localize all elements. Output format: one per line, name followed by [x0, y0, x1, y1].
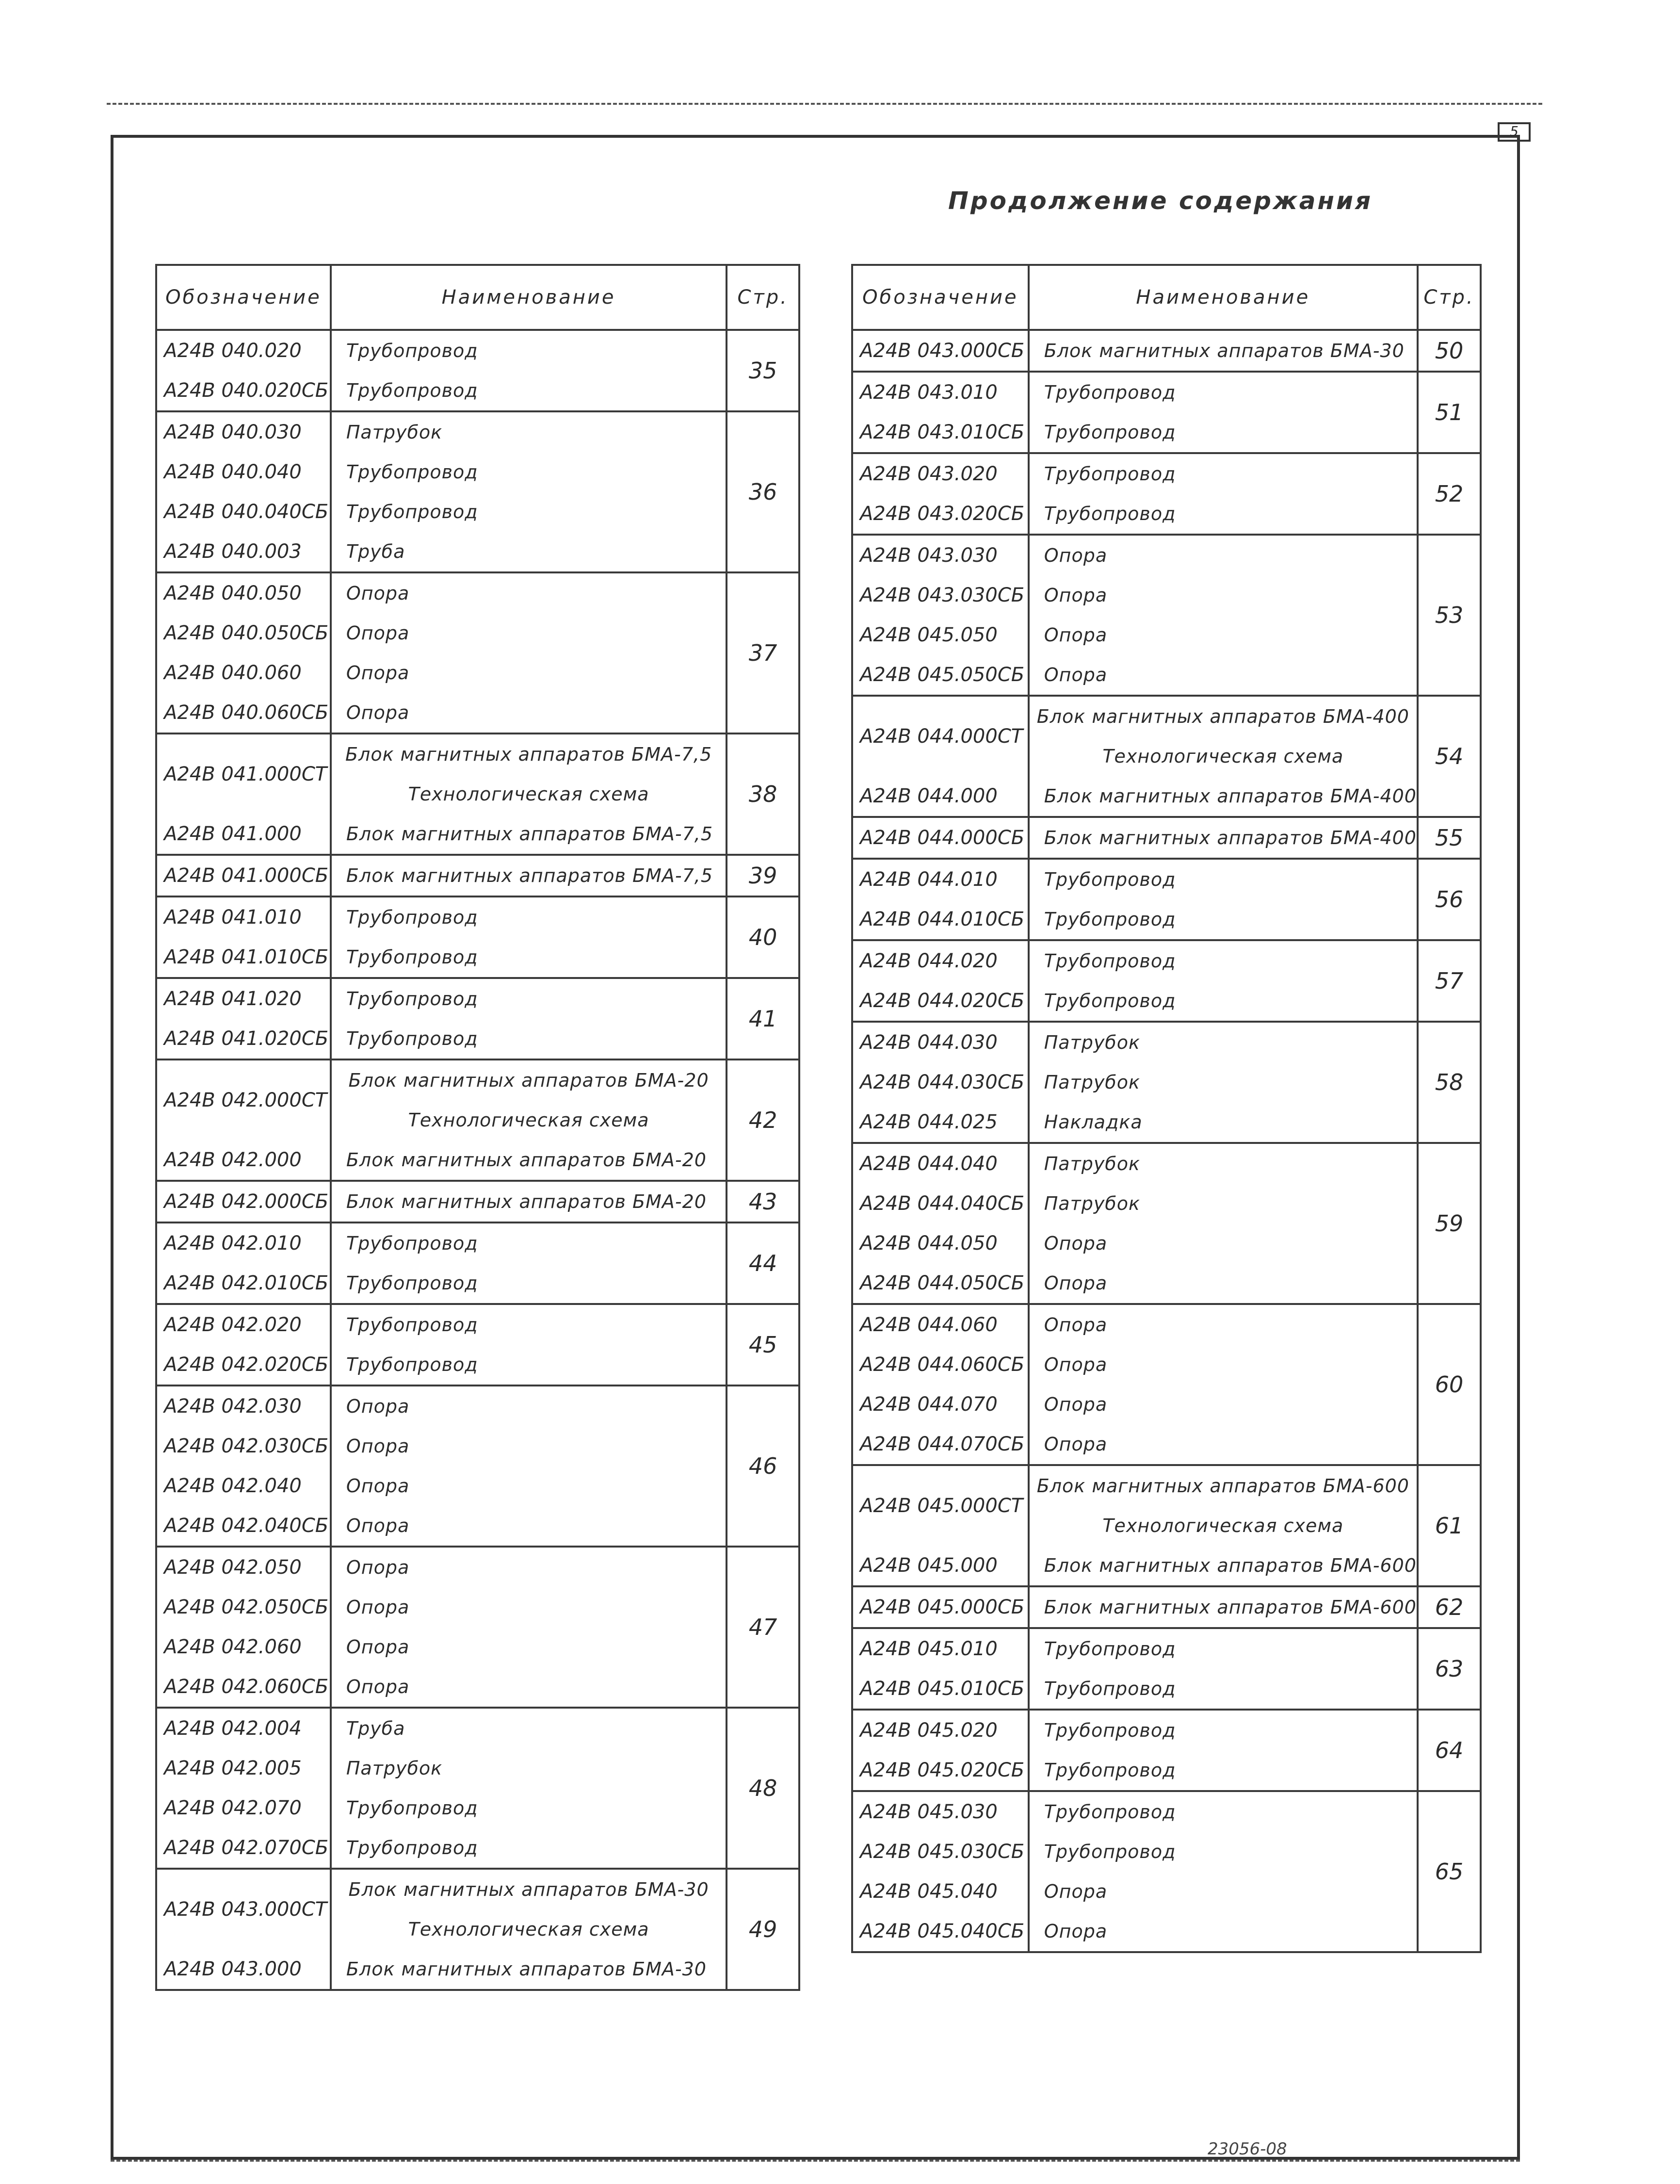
name-cell [331, 411, 727, 572]
designation-code: А24В 042.000СТ [164, 1089, 327, 1111]
item-name: Опора [1044, 664, 1108, 685]
designation-code: А24В 042.060 [164, 1636, 302, 1658]
item-name: Опора [1044, 624, 1108, 646]
table-body-right [852, 330, 1481, 1952]
designation-code: А24В 045.000СБ [860, 1596, 1025, 1618]
designation-code: А24В 042.070СБ [164, 1837, 329, 1859]
designation-code: А24В 040.040СБ [164, 501, 329, 523]
entry-group [156, 1222, 799, 1304]
entry-group [852, 859, 1481, 940]
code-cell [852, 372, 1029, 453]
page-cell: 37 [727, 572, 799, 733]
item-name: Опора [1044, 585, 1108, 606]
designation-code: А24В 044.000СТ [860, 725, 1023, 748]
name-cell [1029, 535, 1418, 696]
page-cell: 59 [1418, 1143, 1481, 1304]
item-name: Блок магнитных аппаратов БМА-7,5 [346, 823, 713, 845]
designation-code: А24В 043.000СБ [860, 340, 1025, 362]
item-name: Накладка [1044, 1111, 1143, 1133]
name-cell [1029, 1586, 1418, 1628]
code-cell [156, 411, 331, 572]
page-cell: 41 [727, 978, 799, 1059]
item-name: Блок магнитных аппаратов БМА-30 [348, 1879, 709, 1900]
column-header-code: Обозначение [156, 265, 331, 330]
item-name: Патрубок [1044, 1032, 1140, 1053]
designation-code: А24В 045.020 [860, 1719, 998, 1742]
name-cell [331, 330, 727, 411]
designation-code: А24В 044.020СБ [860, 990, 1025, 1012]
item-name: Патрубок [346, 1758, 443, 1779]
designation-code: А24В 042.010 [164, 1232, 302, 1255]
code-cell [156, 1181, 331, 1222]
name-cell [1029, 1143, 1418, 1304]
item-name: Трубопровод [346, 340, 478, 361]
name-cell [331, 978, 727, 1059]
item-name: Опора [346, 583, 410, 604]
designation-code: А24В 041.010 [164, 906, 302, 929]
code-cell [852, 940, 1029, 1022]
item-name: Опора [1044, 1354, 1108, 1375]
item-name-line2: Технологическая схема [408, 1919, 649, 1940]
code-cell [852, 859, 1029, 940]
page-cell: 62 [1418, 1586, 1481, 1628]
code-cell [852, 696, 1029, 817]
designation-code: А24В 045.030 [860, 1801, 998, 1823]
item-name: Опора [1044, 1921, 1108, 1942]
item-name: Трубопровод [1044, 463, 1176, 485]
page-cell: 53 [1418, 535, 1481, 696]
code-cell [852, 1586, 1029, 1628]
item-name: Трубопровод [346, 380, 478, 401]
page-cell: 51 [1418, 372, 1481, 453]
page-title: Продолжение содержания [948, 187, 1373, 215]
name-cell [331, 1547, 727, 1708]
item-name: Патрубок [1044, 1072, 1140, 1093]
item-name: Труба [346, 1718, 405, 1739]
designation-code: А24В 043.000 [164, 1958, 302, 1980]
item-name: Блок магнитных аппаратов БМА-400 [1044, 785, 1417, 807]
name-cell [331, 1181, 727, 1222]
designation-code: А24В 041.020СБ [164, 1027, 329, 1050]
designation-code: А24В 044.000 [860, 785, 998, 807]
code-cell [156, 1869, 331, 1990]
page-cell: 64 [1418, 1710, 1481, 1791]
entry-group [156, 330, 799, 411]
code-cell [852, 453, 1029, 535]
item-name-line2: Технологическая схема [1102, 746, 1344, 767]
item-name: Трубопровод [1044, 869, 1176, 890]
code-cell [852, 1143, 1029, 1304]
designation-code: А24В 042.020 [164, 1314, 302, 1336]
designation-code: А24В 041.000 [164, 823, 302, 845]
designation-code: А24В 044.010 [860, 868, 998, 891]
entry-group [852, 1465, 1481, 1586]
designation-code: А24В 042.030СБ [164, 1435, 329, 1457]
designation-code: А24В 042.004 [164, 1717, 302, 1740]
item-name: Трубопровод [346, 1797, 478, 1819]
item-name: Опора [1044, 1434, 1108, 1455]
item-name: Опора [346, 1597, 410, 1618]
code-cell [852, 817, 1029, 859]
item-name: Опора [346, 1676, 410, 1697]
item-name: Опора [346, 622, 410, 644]
designation-code: А24В 045.000 [860, 1554, 998, 1577]
designation-code: А24В 042.020СБ [164, 1353, 329, 1376]
entry-group [852, 1143, 1481, 1304]
item-name: Трубопровод [346, 501, 478, 522]
item-name: Блок магнитных аппаратов БМА-30 [1044, 340, 1405, 361]
name-cell [1029, 372, 1418, 453]
entry-group [852, 1710, 1481, 1791]
name-cell [331, 1385, 727, 1547]
designation-code: А24В 042.070 [164, 1797, 302, 1819]
page-cell: 38 [727, 733, 799, 855]
page-cell: 60 [1418, 1304, 1481, 1465]
code-cell [156, 733, 331, 855]
name-cell [1029, 1710, 1418, 1791]
item-name: Блок магнитных аппаратов БМА-600 [1036, 1475, 1409, 1497]
column-header-name: Наименование [331, 265, 727, 330]
name-cell [1029, 1022, 1418, 1143]
name-cell [331, 1059, 727, 1181]
entry-group [852, 453, 1481, 535]
code-cell [156, 1059, 331, 1181]
page-cell: 54 [1418, 696, 1481, 817]
designation-code: А24В 043.000СТ [164, 1898, 327, 1921]
code-cell [852, 1022, 1029, 1143]
name-cell [1029, 330, 1418, 372]
name-cell [1029, 1791, 1418, 1952]
contents-table-left [155, 264, 800, 1991]
code-cell [852, 1465, 1029, 1586]
code-cell [852, 1304, 1029, 1465]
item-name: Трубопровод [1044, 1720, 1176, 1741]
item-name: Трубопровод [346, 1837, 478, 1858]
item-name: Трубопровод [346, 1233, 478, 1254]
page-cell: 63 [1418, 1628, 1481, 1710]
designation-code: А24В 045.010 [860, 1638, 998, 1660]
footer-archive-code: 23056-08 [1208, 2139, 1287, 2159]
name-cell [1029, 817, 1418, 859]
item-name: Опора [346, 1396, 410, 1417]
designation-code: А24В 042.040 [164, 1475, 302, 1497]
designation-code: А24В 040.060 [164, 662, 302, 684]
entry-group [852, 696, 1481, 817]
entry-group [852, 1022, 1481, 1143]
item-name-line2: Технологическая схема [1102, 1515, 1344, 1536]
designation-code: А24В 044.000СБ [860, 827, 1025, 849]
name-cell [331, 1708, 727, 1869]
item-name: Блок магнитных аппаратов БМА-600 [1044, 1597, 1417, 1618]
name-cell [331, 572, 727, 733]
item-name: Блок магнитных аппаратов БМА-400 [1036, 706, 1409, 727]
item-name: Трубопровод [1044, 1801, 1176, 1823]
page-cell: 39 [727, 855, 799, 896]
item-name: Опора [1044, 1272, 1108, 1294]
designation-code: А24В 042.060СБ [164, 1676, 329, 1698]
page-cell: 46 [727, 1385, 799, 1547]
entry-group [156, 411, 799, 572]
code-cell [852, 535, 1029, 696]
item-name: Труба [346, 541, 405, 562]
designation-code: А24В 044.030 [860, 1031, 998, 1054]
designation-code: А24В 043.030СБ [860, 584, 1025, 606]
item-name: Блок магнитных аппаратов БМА-7,5 [345, 744, 712, 765]
item-name: Блок магнитных аппаратов БМА-20 [348, 1070, 709, 1091]
name-cell [1029, 859, 1418, 940]
item-name: Блок магнитных аппаратов БМА-7,5 [346, 865, 713, 886]
column-header-page: Стр. [727, 265, 799, 330]
designation-code: А24В 042.010СБ [164, 1272, 329, 1294]
designation-code: А24В 041.000СБ [164, 864, 329, 887]
contents-table-right [851, 264, 1482, 1953]
page-cell: 58 [1418, 1022, 1481, 1143]
item-name: Опора [1044, 1881, 1108, 1902]
item-name: Трубопровод [346, 988, 478, 1010]
designation-code: А24В 044.060 [860, 1314, 998, 1336]
item-name: Блок магнитных аппаратов БМА-30 [346, 1958, 707, 1980]
entry-group [156, 1304, 799, 1385]
name-cell [331, 1304, 727, 1385]
designation-code: А24В 044.040СБ [860, 1192, 1025, 1215]
designation-code: А24В 045.040СБ [860, 1920, 1025, 1942]
page-cell: 40 [727, 896, 799, 978]
name-cell [331, 1222, 727, 1304]
designation-code: А24В 044.070СБ [860, 1433, 1025, 1455]
item-name: Опора [346, 702, 410, 723]
item-name: Трубопровод [346, 1354, 478, 1375]
designation-code: А24В 042.040СБ [164, 1515, 329, 1537]
designation-code: А24В 043.010 [860, 381, 998, 404]
designation-code: А24В 042.005 [164, 1757, 302, 1779]
table-header-row [852, 265, 1481, 330]
item-name: Опора [346, 1435, 410, 1457]
page-cell: 44 [727, 1222, 799, 1304]
item-name: Трубопровод [346, 461, 478, 483]
page-cell: 42 [727, 1059, 799, 1181]
item-name: Опора [346, 1557, 410, 1578]
item-name: Трубопровод [1044, 1760, 1176, 1781]
entry-group [852, 372, 1481, 453]
page-cell: 48 [727, 1708, 799, 1869]
page-cell: 50 [1418, 330, 1481, 372]
designation-code: А24В 043.030 [860, 544, 998, 567]
item-name: Трубопровод [346, 1028, 478, 1049]
item-name: Трубопровод [346, 946, 478, 968]
item-name: Трубопровод [346, 1314, 478, 1336]
column-header-page: Стр. [1418, 265, 1481, 330]
designation-code: А24В 045.030СБ [860, 1841, 1025, 1863]
designation-code: А24В 044.070 [860, 1393, 998, 1416]
name-cell [331, 733, 727, 855]
designation-code: А24В 045.050 [860, 624, 998, 646]
name-cell [1029, 1465, 1418, 1586]
column-header-code: Обозначение [852, 265, 1029, 330]
designation-code: А24В 045.050СБ [860, 664, 1025, 686]
page-cell: 57 [1418, 940, 1481, 1022]
entry-group [852, 535, 1481, 696]
designation-code: А24В 040.060СБ [164, 701, 329, 724]
designation-code: А24В 042.000СБ [164, 1190, 329, 1213]
page-cell: 47 [727, 1547, 799, 1708]
entry-group [156, 1869, 799, 1990]
designation-code: А24В 043.010СБ [860, 421, 1025, 443]
item-name: Опора [1044, 545, 1108, 566]
name-cell [1029, 696, 1418, 817]
entry-group [852, 1628, 1481, 1710]
page-number: 5 [1498, 122, 1531, 142]
item-name: Трубопровод [1044, 950, 1176, 972]
name-cell [1029, 453, 1418, 535]
name-cell [1029, 940, 1418, 1022]
page-cell: 35 [727, 330, 799, 411]
designation-code: А24В 044.030СБ [860, 1071, 1025, 1093]
item-name: Трубопровод [346, 907, 478, 928]
entry-group [156, 733, 799, 855]
entry-group [156, 978, 799, 1059]
entry-group [156, 1547, 799, 1708]
item-name: Трубопровод [1044, 382, 1176, 403]
designation-code: А24В 040.030 [164, 421, 302, 443]
code-cell [852, 1710, 1029, 1791]
entry-group [156, 855, 799, 896]
item-name: Блок магнитных аппаратов БМА-600 [1044, 1555, 1417, 1576]
item-name: Трубопровод [1044, 1841, 1176, 1862]
designation-code: А24В 042.050 [164, 1556, 302, 1579]
entry-group [852, 1304, 1481, 1465]
name-cell [331, 896, 727, 978]
column-header-name: Наименование [1029, 265, 1418, 330]
page-cell: 45 [727, 1304, 799, 1385]
code-cell [852, 1791, 1029, 1952]
designation-code: А24В 045.040 [860, 1880, 998, 1903]
entry-group [156, 1181, 799, 1222]
code-cell [156, 330, 331, 411]
page-cell: 43 [727, 1181, 799, 1222]
designation-code: А24В 041.010СБ [164, 946, 329, 968]
code-cell [156, 1547, 331, 1708]
designation-code: А24В 044.060СБ [860, 1353, 1025, 1376]
item-name: Трубопровод [346, 1272, 478, 1294]
code-cell [156, 896, 331, 978]
entry-group [156, 896, 799, 978]
entry-group [852, 1586, 1481, 1628]
item-name: Опора [346, 1515, 410, 1536]
designation-code: А24В 040.050 [164, 582, 302, 604]
page-cell: 61 [1418, 1465, 1481, 1586]
designation-code: А24В 041.020 [164, 988, 302, 1010]
item-name: Трубопровод [1044, 422, 1176, 443]
name-cell [1029, 1304, 1418, 1465]
designation-code: А24В 044.050СБ [860, 1272, 1025, 1294]
designation-code: А24В 043.020 [860, 463, 998, 485]
designation-code: А24В 043.020СБ [860, 503, 1025, 525]
top-cut-line [107, 103, 1542, 105]
item-name: Трубопровод [1044, 1638, 1176, 1660]
page-cell: 36 [727, 411, 799, 572]
item-name: Трубопровод [1044, 1678, 1176, 1699]
item-name: Блок магнитных аппаратов БМА-20 [346, 1191, 707, 1212]
page-cell: 52 [1418, 453, 1481, 535]
entry-group [156, 1059, 799, 1181]
page-cell: 49 [727, 1869, 799, 1990]
page-cell: 56 [1418, 859, 1481, 940]
page-cell: 55 [1418, 817, 1481, 859]
item-name: Опора [1044, 1233, 1108, 1254]
designation-code: А24В 040.020СБ [164, 379, 329, 402]
entry-group [156, 1385, 799, 1547]
entry-group [852, 1791, 1481, 1952]
item-name-line2: Технологическая схема [408, 783, 649, 805]
code-cell [852, 330, 1029, 372]
item-name: Опора [1044, 1314, 1108, 1336]
designation-code: А24В 045.010СБ [860, 1678, 1025, 1700]
code-cell [852, 1628, 1029, 1710]
name-cell [331, 855, 727, 896]
designation-code: А24В 045.020СБ [860, 1759, 1025, 1781]
designation-code: А24В 044.040 [860, 1153, 998, 1175]
item-name: Патрубок [1044, 1193, 1140, 1214]
bottom-border-line [111, 2160, 1520, 2162]
entry-group [852, 940, 1481, 1022]
table-body-left [156, 330, 799, 1990]
entry-group [156, 1708, 799, 1869]
designation-code: А24В 044.050 [860, 1232, 998, 1255]
code-cell [156, 1304, 331, 1385]
item-name: Блок магнитных аппаратов БМА-20 [346, 1149, 707, 1171]
code-cell [156, 855, 331, 896]
code-cell [156, 1708, 331, 1869]
designation-code: А24В 040.040 [164, 461, 302, 483]
entry-group [852, 330, 1481, 372]
code-cell [156, 978, 331, 1059]
designation-code: А24В 040.050СБ [164, 622, 329, 644]
designation-code: А24В 044.020 [860, 950, 998, 972]
entry-group [852, 817, 1481, 859]
designation-code: А24В 042.050СБ [164, 1596, 329, 1618]
code-cell [156, 572, 331, 733]
item-name: Трубопровод [1044, 990, 1176, 1011]
item-name: Опора [346, 1636, 410, 1658]
designation-code: А24В 045.000СТ [860, 1495, 1023, 1517]
table-header-row [156, 265, 799, 330]
designation-code: А24В 044.025 [860, 1111, 998, 1133]
designation-code: А24В 042.000 [164, 1149, 302, 1171]
item-name: Опора [346, 1475, 410, 1497]
designation-code: А24В 040.020 [164, 340, 302, 362]
designation-code: А24В 040.003 [164, 540, 302, 563]
entry-group [156, 572, 799, 733]
item-name: Патрубок [1044, 1153, 1140, 1174]
code-cell [156, 1385, 331, 1547]
designation-code: А24В 044.010СБ [860, 908, 1025, 930]
item-name: Опора [1044, 1394, 1108, 1415]
item-name: Опора [346, 662, 410, 684]
code-cell [156, 1222, 331, 1304]
page-cell: 65 [1418, 1791, 1481, 1952]
designation-code: А24В 042.030 [164, 1395, 302, 1418]
name-cell [1029, 1628, 1418, 1710]
item-name-line2: Технологическая схема [408, 1109, 649, 1131]
name-cell [331, 1869, 727, 1990]
item-name: Трубопровод [1044, 503, 1176, 524]
item-name: Трубопровод [1044, 909, 1176, 930]
item-name: Блок магнитных аппаратов БМА-400 [1044, 827, 1417, 848]
designation-code: А24В 041.000СТ [164, 763, 327, 785]
item-name: Патрубок [346, 422, 443, 443]
